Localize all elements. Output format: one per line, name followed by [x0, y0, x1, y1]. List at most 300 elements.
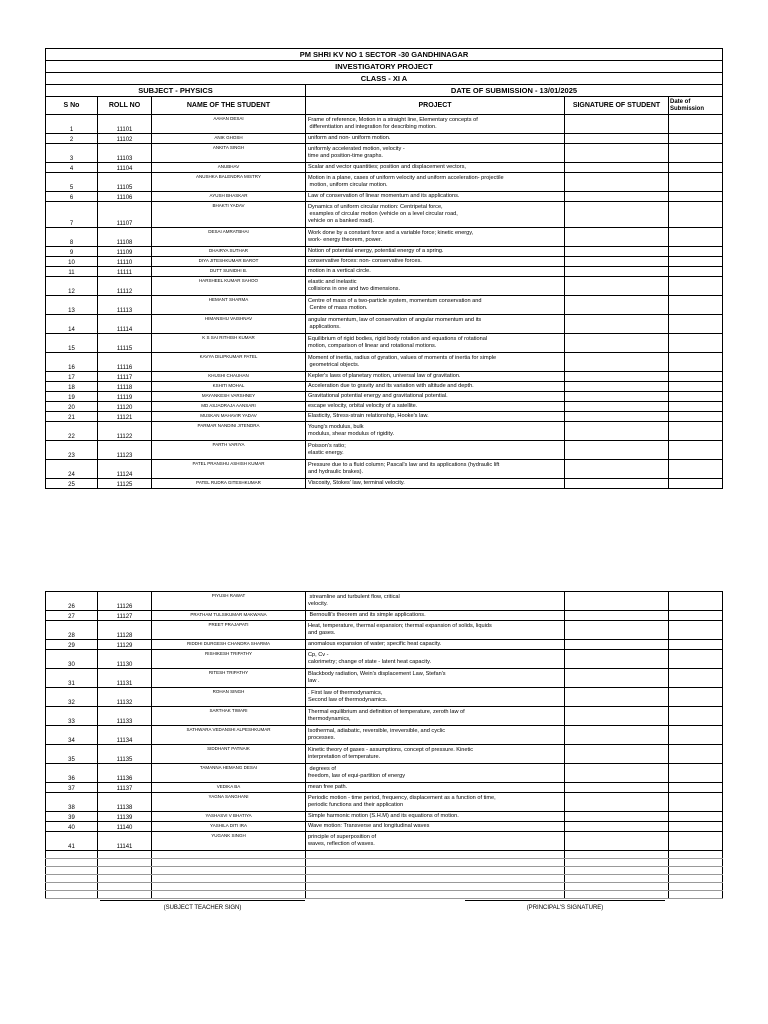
student-name-cell: SIDDHANT PATNAIK	[152, 745, 306, 764]
signature-cell	[565, 812, 669, 822]
project-cell: Simple harmonic motion (S.H.M) and its equations of motion.	[306, 812, 565, 822]
table-row	[46, 382, 723, 392]
sno-cell: 40	[46, 822, 98, 832]
student-name-cell: PARMAR NANDINI JITENDRA	[152, 422, 306, 441]
project-cell: Kepler's laws of planetary motion, universal law of gravitation.	[306, 372, 565, 382]
student-name-cell: MAYANKESH VARSHNEY	[152, 392, 306, 402]
roll-no-cell: 11104	[98, 163, 152, 173]
roll-no-cell: 11131	[98, 669, 152, 688]
empty-cell	[306, 851, 565, 859]
col-header-date: Date of Submission	[669, 97, 723, 115]
roll-no-cell: 11110	[98, 257, 152, 267]
date-cell	[669, 611, 723, 621]
date-cell	[669, 163, 723, 173]
roll-no-cell: 11107	[98, 202, 152, 228]
table-row	[46, 257, 723, 267]
empty-cell	[98, 859, 152, 867]
col-header-project: PROJECT	[306, 97, 565, 115]
table-row	[46, 422, 723, 441]
signature-cell	[565, 479, 669, 489]
date-cell	[669, 296, 723, 315]
col-header-name: NAME OF THE STUDENT	[152, 97, 306, 115]
sno-cell: 2	[46, 134, 98, 144]
project-cell: Work done by a constant force and a variable force; kinetic energy, work- energy theorem, power.	[306, 228, 565, 247]
empty-cell	[669, 891, 723, 899]
student-name-cell: RITESH TRIPATHY	[152, 669, 306, 688]
roll-no-cell: 11135	[98, 745, 152, 764]
empty-cell	[669, 875, 723, 883]
project-cell: Viscosity, Stokes' law, terminal velocity.	[306, 479, 565, 489]
date-cell	[669, 144, 723, 163]
sno-cell: 38	[46, 793, 98, 812]
empty-cell	[98, 883, 152, 891]
table-row	[46, 669, 723, 688]
project-cell: Centre of mass of a two-particle system, momentum conservation and Centre of mass motion.	[306, 296, 565, 315]
project-cell: Moment of inertia, radius of gyration, values of moments of inertia for simple geometrical objects.	[306, 353, 565, 372]
student-name-cell: PREET PRAJAPATI	[152, 621, 306, 640]
roll-no-cell: 11123	[98, 441, 152, 460]
col-header-roll: ROLL NO	[98, 97, 152, 115]
date-cell	[669, 460, 723, 479]
student-name-cell: K S SAI RITHISH KUMAR	[152, 334, 306, 353]
empty-row	[46, 851, 723, 859]
table-row	[46, 640, 723, 650]
project-cell: Motion in a plane, cases of uniform velocity and uniform acceleration- projectile motion, uniform circular motion.	[306, 173, 565, 192]
date-cell	[669, 277, 723, 296]
student-name-cell: RIDDHI DURGESH CHANDRA SHARMA	[152, 640, 306, 650]
empty-cell	[669, 867, 723, 875]
roll-no-cell: 11117	[98, 372, 152, 382]
project-cell: uniformly accelerated motion, velocity - time and position-time graphs.	[306, 144, 565, 163]
student-name-cell: DESAI AMRATBHAI	[152, 228, 306, 247]
roll-no-cell: 11106	[98, 192, 152, 202]
date-cell	[669, 726, 723, 745]
roll-no-cell: 11132	[98, 688, 152, 707]
project-cell: mean free path.	[306, 783, 565, 793]
project-cell: anomalous expansion of water; specific heat capacity.	[306, 640, 565, 650]
date-cell	[669, 745, 723, 764]
signature-cell	[565, 460, 669, 479]
table-row	[46, 441, 723, 460]
empty-cell	[152, 875, 306, 883]
table-row	[46, 334, 723, 353]
sno-cell: 37	[46, 783, 98, 793]
project-cell: Wave motion: Transverse and longitudinal waves	[306, 822, 565, 832]
sno-cell: 13	[46, 296, 98, 315]
date-cell	[669, 764, 723, 783]
sno-cell: 11	[46, 267, 98, 277]
date-cell	[669, 669, 723, 688]
table-row	[46, 764, 723, 783]
signature-cell	[565, 402, 669, 412]
table-row	[46, 115, 723, 134]
subject-label: SUBJECT - PHYSICS	[46, 85, 306, 97]
student-name-cell: ANUBHAV	[152, 163, 306, 173]
sno-cell: 3	[46, 144, 98, 163]
empty-cell	[565, 891, 669, 899]
date-cell	[669, 479, 723, 489]
signature-cell	[565, 144, 669, 163]
sno-cell: 6	[46, 192, 98, 202]
date-cell	[669, 372, 723, 382]
empty-cell	[152, 851, 306, 859]
project-table-part-1	[45, 48, 723, 489]
table-row	[46, 202, 723, 228]
roll-no-cell: 11116	[98, 353, 152, 372]
empty-cell	[46, 875, 98, 883]
student-name-cell: BHAKTI YADAV	[152, 202, 306, 228]
signature-cell	[565, 688, 669, 707]
sno-cell: 18	[46, 382, 98, 392]
signature-cell	[565, 163, 669, 173]
date-cell	[669, 334, 723, 353]
empty-cell	[565, 883, 669, 891]
roll-no-cell: 11133	[98, 707, 152, 726]
empty-cell	[46, 851, 98, 859]
date-cell	[669, 707, 723, 726]
sno-cell: 35	[46, 745, 98, 764]
roll-no-cell: 11134	[98, 726, 152, 745]
signature-cell	[565, 441, 669, 460]
col-header-signature: SIGNATURE OF STUDENT	[565, 97, 669, 115]
date-cell	[669, 173, 723, 192]
signature-cell	[565, 412, 669, 422]
table-row	[46, 372, 723, 382]
table-row	[46, 611, 723, 621]
date-cell	[669, 382, 723, 392]
table-row	[46, 707, 723, 726]
project-cell: Equilibrium of rigid bodies, rigid body rotation and equations of rotational motion, comparison of linear and rotational motions.	[306, 334, 565, 353]
student-name-cell: HEMANT SHARMA	[152, 296, 306, 315]
sno-cell: 32	[46, 688, 98, 707]
signature-cell	[565, 247, 669, 257]
project-cell: streamline and turbulent flow, critical velocity.	[306, 592, 565, 611]
date-cell	[669, 422, 723, 441]
empty-cell	[98, 851, 152, 859]
submission-date: DATE OF SUBMISSION - 13/01/2025	[306, 85, 723, 97]
empty-cell	[669, 851, 723, 859]
roll-no-cell: 11115	[98, 334, 152, 353]
student-name-cell: SATHWARA VEDANSHI ALPESHKUMAR	[152, 726, 306, 745]
sno-cell: 41	[46, 832, 98, 851]
principal-sign-label: (PRINCIPAL'S SIGNATURE)	[526, 905, 604, 911]
empty-cell	[306, 859, 565, 867]
date-cell	[669, 650, 723, 669]
student-name-cell: YUGANK SINGH	[152, 832, 306, 851]
roll-no-cell: 11114	[98, 315, 152, 334]
signature-cell	[565, 372, 669, 382]
signature-cell	[565, 611, 669, 621]
sno-cell: 28	[46, 621, 98, 640]
date-cell	[669, 592, 723, 611]
project-cell: Frame of reference, Motion in a straight line, Elementary concepts of differentiation and integration for describing motion.	[306, 115, 565, 134]
table-row	[46, 192, 723, 202]
signature-cell	[565, 669, 669, 688]
signature-cell	[565, 296, 669, 315]
roll-no-cell: 11120	[98, 402, 152, 412]
empty-cell	[565, 851, 669, 859]
sno-cell: 36	[46, 764, 98, 783]
empty-cell	[46, 859, 98, 867]
table-row	[46, 812, 723, 822]
student-name-cell: PIYUSH RAWAT	[152, 592, 306, 611]
roll-no-cell: 11140	[98, 822, 152, 832]
student-name-cell: KAVYA DILIPKUMAR PATEL	[152, 353, 306, 372]
roll-no-cell: 11141	[98, 832, 152, 851]
sno-cell: 30	[46, 650, 98, 669]
student-name-cell: HARSHEEL KUMAR SAHOO	[152, 277, 306, 296]
table-row	[46, 296, 723, 315]
date-cell	[669, 353, 723, 372]
table-row	[46, 832, 723, 851]
empty-cell	[152, 859, 306, 867]
student-name-cell: PATEL RUDRA GITESHKUMAR	[152, 479, 306, 489]
roll-no-cell: 11103	[98, 144, 152, 163]
project-cell: Poisson's ratio; elastic energy.	[306, 441, 565, 460]
date-cell	[669, 822, 723, 832]
principal-sign-line	[465, 900, 665, 901]
student-name-cell: PATEL PRANSHU ASHISH KUMAR	[152, 460, 306, 479]
empty-cell	[306, 875, 565, 883]
signature-cell	[565, 202, 669, 228]
date-cell	[669, 412, 723, 422]
roll-no-cell: 11119	[98, 392, 152, 402]
empty-cell	[152, 891, 306, 899]
roll-no-cell: 11138	[98, 793, 152, 812]
project-cell: motion in a vertical circle.	[306, 267, 565, 277]
empty-cell	[565, 875, 669, 883]
table-row	[46, 592, 723, 611]
signature-cell	[565, 392, 669, 402]
project-cell: Gravitational potential energy and gravitational potential.	[306, 392, 565, 402]
table-row	[46, 745, 723, 764]
student-name-cell: SARTHAK TIWARI	[152, 707, 306, 726]
date-cell	[669, 812, 723, 822]
empty-row	[46, 875, 723, 883]
sno-cell: 16	[46, 353, 98, 372]
student-name-cell: DUTT SUNIDHI B.	[152, 267, 306, 277]
sno-cell: 31	[46, 669, 98, 688]
table-row	[46, 726, 723, 745]
sno-cell: 21	[46, 412, 98, 422]
project-cell: Cp, Cv - calorimetry; change of state - latent heat capacity.	[306, 650, 565, 669]
sno-cell: 19	[46, 392, 98, 402]
table-row	[46, 688, 723, 707]
date-cell	[669, 247, 723, 257]
project-cell: Thermal equilibrium and definition of temperature, zeroth law of thermodynamics,	[306, 707, 565, 726]
col-header-sno: S No	[46, 97, 98, 115]
project-cell: Pressure due to a fluid column; Pascal's law and its applications (hydraulic lift and hydraulic brakes).	[306, 460, 565, 479]
empty-row	[46, 891, 723, 899]
signature-cell	[565, 334, 669, 353]
table-row	[46, 621, 723, 640]
roll-no-cell: 11128	[98, 621, 152, 640]
table-row	[46, 163, 723, 173]
project-cell: uniform and non- uniform motion.	[306, 134, 565, 144]
table-row	[46, 479, 723, 489]
student-name-cell: ANKITA SINGH	[152, 144, 306, 163]
date-cell	[669, 793, 723, 812]
table-row	[46, 822, 723, 832]
roll-no-cell: 11121	[98, 412, 152, 422]
sno-cell: 8	[46, 228, 98, 247]
date-cell	[669, 202, 723, 228]
signature-cell	[565, 192, 669, 202]
school-name: PM SHRI KV NO 1 SECTOR -30 GANDHINAGAR	[46, 49, 723, 61]
project-cell: Bernoulli's theorem and its simple applications.	[306, 611, 565, 621]
roll-no-cell: 11102	[98, 134, 152, 144]
project-cell: Law of conservation of linear momentum and its applications.	[306, 192, 565, 202]
project-cell: Kinetic theory of gases - assumptions, concept of pressure. Kinetic interpretation of temperature.	[306, 745, 565, 764]
sno-cell: 1	[46, 115, 98, 134]
date-cell	[669, 115, 723, 134]
table-row	[46, 315, 723, 334]
sno-cell: 20	[46, 402, 98, 412]
sno-cell: 4	[46, 163, 98, 173]
student-name-cell: YAGNA SANGHANI	[152, 793, 306, 812]
table-row	[46, 144, 723, 163]
project-cell: Periodic motion - time period, frequency, displacement as a function of time, periodic functions and their application	[306, 793, 565, 812]
signature-cell	[565, 353, 669, 372]
sno-cell: 29	[46, 640, 98, 650]
sno-cell: 5	[46, 173, 98, 192]
student-name-cell: DHAIRYA SUTHAR	[152, 247, 306, 257]
student-name-cell: YASHASVI V BHATIYA	[152, 812, 306, 822]
project-cell: Isothermal, adiabatic, reversible, irreversible, and cyclic processes.	[306, 726, 565, 745]
sno-cell: 25	[46, 479, 98, 489]
student-name-cell: MUSKAN MAHAVIR YADAV	[152, 412, 306, 422]
date-cell	[669, 192, 723, 202]
student-name-cell: DIYA JITESHKUMAR BAROT	[152, 257, 306, 267]
signature-cell	[565, 315, 669, 334]
table-row	[46, 228, 723, 247]
roll-no-cell: 11127	[98, 611, 152, 621]
table-row	[46, 267, 723, 277]
empty-cell	[152, 867, 306, 875]
empty-cell	[46, 891, 98, 899]
sno-cell: 22	[46, 422, 98, 441]
student-name-cell: KSHITI MOHAL	[152, 382, 306, 392]
project-cell: principle of superposition of waves, reflection of waves.	[306, 832, 565, 851]
sno-cell: 15	[46, 334, 98, 353]
student-name-cell: PRATHAM TULSIKUMAR MAKWANA	[152, 611, 306, 621]
date-cell	[669, 688, 723, 707]
teacher-sign-label: (SUBJECT TEACHER SIGN)	[163, 905, 242, 911]
roll-no-cell: 11113	[98, 296, 152, 315]
signature-cell	[565, 640, 669, 650]
project-cell: Notion of potential energy, potential energy of a spring.	[306, 247, 565, 257]
sno-cell: 17	[46, 372, 98, 382]
empty-row	[46, 883, 723, 891]
signature-cell	[565, 650, 669, 669]
date-cell	[669, 621, 723, 640]
signature-cell	[565, 592, 669, 611]
roll-no-cell: 11139	[98, 812, 152, 822]
signature-cell	[565, 793, 669, 812]
empty-cell	[565, 867, 669, 875]
table-row	[46, 173, 723, 192]
date-cell	[669, 228, 723, 247]
table-row	[46, 353, 723, 372]
sno-cell: 27	[46, 611, 98, 621]
student-name-cell: VEDIKA BA	[152, 783, 306, 793]
project-cell: escape velocity, orbital velocity of a satellite.	[306, 402, 565, 412]
signature-cell	[565, 257, 669, 267]
roll-no-cell: 11126	[98, 592, 152, 611]
student-name-cell: TAMANNA HEMANG DESAI	[152, 764, 306, 783]
sno-cell: 10	[46, 257, 98, 267]
roll-no-cell: 11129	[98, 640, 152, 650]
project-cell: Dynamics of uniform circular motion: Centripetal force, examples of circular motion (vehicle on a level circular road, vehicle on a banked road).	[306, 202, 565, 228]
date-cell	[669, 640, 723, 650]
roll-no-cell: 11112	[98, 277, 152, 296]
sno-cell: 12	[46, 277, 98, 296]
project-cell: . First law of thermodynamics, Second law of thermodynamics.	[306, 688, 565, 707]
signature-cell	[565, 707, 669, 726]
sno-cell: 34	[46, 726, 98, 745]
empty-cell	[306, 891, 565, 899]
table-row	[46, 793, 723, 812]
class-label: CLASS - XI A	[46, 73, 723, 85]
table-row	[46, 247, 723, 257]
date-cell	[669, 832, 723, 851]
signature-cell	[565, 173, 669, 192]
roll-no-cell: 11108	[98, 228, 152, 247]
empty-cell	[46, 867, 98, 875]
table-row	[46, 277, 723, 296]
empty-cell	[98, 891, 152, 899]
project-cell: elastic and inelastic collisions in one and two dimensions.	[306, 277, 565, 296]
table-row	[46, 392, 723, 402]
empty-cell	[98, 875, 152, 883]
table-row	[46, 402, 723, 412]
empty-cell	[152, 883, 306, 891]
signature-cell	[565, 422, 669, 441]
project-cell: Scalar and vector quantities; position and displacement vectors,	[306, 163, 565, 173]
sno-cell: 39	[46, 812, 98, 822]
student-name-cell: RISHIKESH TRIPATHY	[152, 650, 306, 669]
table-row	[46, 460, 723, 479]
student-name-cell: KHUSHI CHAUHAN	[152, 372, 306, 382]
date-cell	[669, 267, 723, 277]
empty-cell	[46, 883, 98, 891]
student-name-cell: HIMANSHU VAISHNAV	[152, 315, 306, 334]
empty-row	[46, 867, 723, 875]
roll-no-cell: 11130	[98, 650, 152, 669]
roll-no-cell: 11105	[98, 173, 152, 192]
signature-cell	[565, 726, 669, 745]
project-cell: conservative forces: non- conservative forces.	[306, 257, 565, 267]
signature-cell	[565, 115, 669, 134]
signature-cell	[565, 745, 669, 764]
signature-cell	[565, 267, 669, 277]
empty-row	[46, 859, 723, 867]
student-name-cell: ANIK GHOSH	[152, 134, 306, 144]
roll-no-cell: 11122	[98, 422, 152, 441]
date-cell	[669, 441, 723, 460]
table-row	[46, 412, 723, 422]
signature-cell	[565, 277, 669, 296]
date-cell	[669, 315, 723, 334]
sno-cell: 33	[46, 707, 98, 726]
teacher-sign-line	[100, 900, 305, 901]
project-cell: degrees of freedom, law of equi-partition of energy	[306, 764, 565, 783]
signature-cell	[565, 228, 669, 247]
project-cell: Blackbody radiation, Wein's displacement Law, Stefan's law .	[306, 669, 565, 688]
signature-cell	[565, 764, 669, 783]
student-name-cell: YASHILA DITI IRA	[152, 822, 306, 832]
empty-cell	[669, 859, 723, 867]
